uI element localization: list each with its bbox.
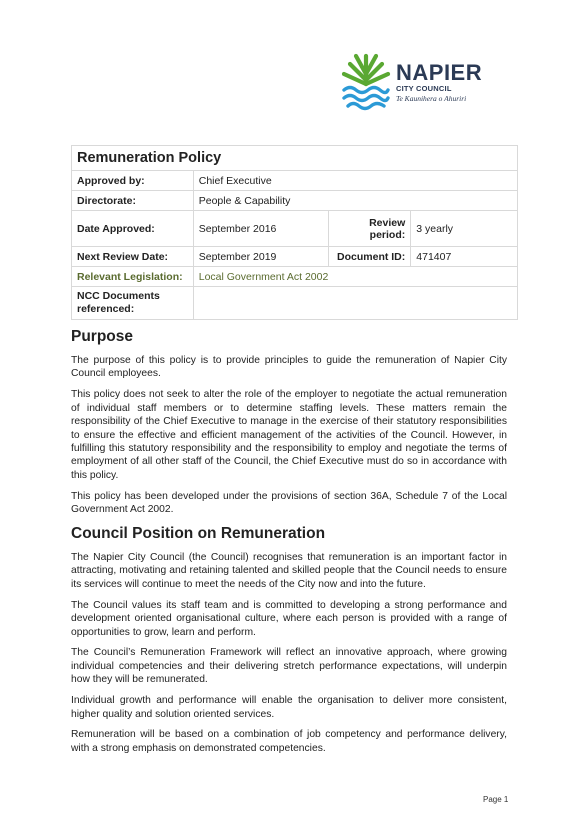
logo-name: NAPIER [396,60,483,85]
ncc-documents-label: NCC Documents referenced: [72,287,194,320]
fern-wave-logo-icon [338,50,394,112]
approved-by-value: Chief Executive [193,171,517,191]
council-position-heading: Council Position on Remuneration [71,524,326,542]
purpose-heading: Purpose [71,328,134,345]
relevant-legislation-value: Local Government Act 2002 [193,267,517,287]
document-id-label: Document ID: [329,247,411,267]
position-paragraph: The Council’s Remuneration Framework will reflect an innovative approach, where growing individual competencies and their delivering stretch performance expectations, will underpin how they will be remunerated. [71,647,507,686]
position-paragraph: Remuneration will be based on a combination of job competency and performance delivery, with a strong emphasis on demonstrated competencies. [71,729,507,754]
directorate-label: Directorate: [72,191,194,211]
next-review-date-value: September 2019 [193,247,329,267]
position-paragraph: Individual growth and performance will enable the organisation to deliver more consistent, higher quality and solution oriented services. [71,695,507,720]
purpose-paragraph: The purpose of this policy is to provide principles to guide the remuneration of Napier City Council employees. [71,355,507,380]
purpose-paragraph: This policy does not seek to alter the role of the employer to negotiate the actual remuneration of individual staff members or to determine staffing levels. These matters remain the responsibility of the Chief Executive to manage in the exercise of their statutory responsibilities to ensure the effective and efficient management of the activities of the Council. However, in fulfilling this statutory responsibility and the responsibility to employ and negotiate the terms of employment of all other staff of the Council, the Chief Executive must do so in accordance with this policy. [71,389,507,481]
logo-subtitle: CITY COUNCIL [396,84,452,93]
position-paragraph: The Napier City Council (the Council) recognises that remuneration is an important factor in attracting, motivating and retaining talented and skilled people that the Council needs to ensure its services will continue to meet the needs of the City now and into the future. [71,551,507,590]
policy-body [71,327,507,763]
date-approved-value: September 2016 [193,211,329,247]
logo-maori-name: Te Kaunihera o Ahuriri [396,94,467,103]
approved-by-label: Approved by: [72,171,194,191]
napier-city-council-logo [338,50,488,112]
position-paragraph: The Council values its staff team and is committed to developing a strong performance and development oriented organisational culture, where each person is provided with a range of opportunities to grow, learn and perform. [71,599,507,638]
page-number: Page 1 [483,795,509,804]
next-review-date-label: Next Review Date: [72,247,194,267]
document-id-value: 471407 [411,247,518,267]
purpose-paragraph: This policy has been developed under the provisions of section 36A, Schedule 7 of the Local Government Act 2002. [71,490,507,516]
review-period-value: 3 yearly [411,211,518,247]
relevant-legislation-label: Relevant Legislation: [72,267,194,287]
review-period-label: Review period: [329,211,411,247]
directorate-value: People & Capability [193,191,517,211]
ncc-documents-value [193,287,517,320]
policy-title: Remuneration Policy [72,146,518,171]
policy-details-table [71,145,518,320]
date-approved-label: Date Approved: [72,211,194,247]
